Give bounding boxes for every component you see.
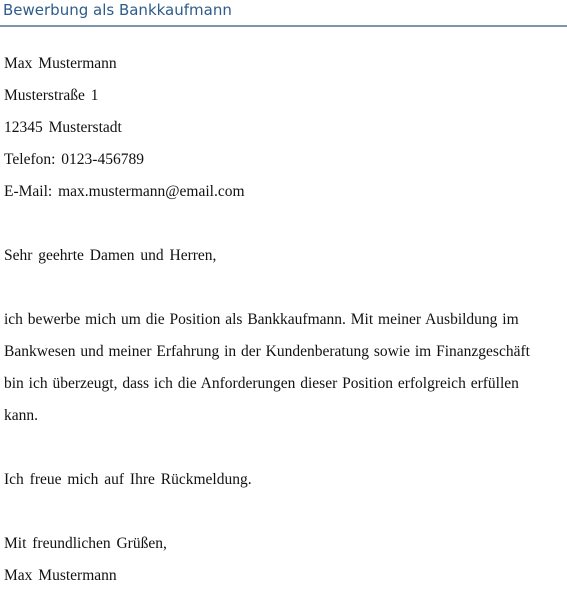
body-line: ich bewerbe mich um die Position als Bankkaufmann. Mit meiner Ausbildung im: [4, 311, 519, 328]
spacer: [4, 432, 564, 464]
sender-phone: Telefon: 0123-456789: [4, 151, 144, 168]
spacer: [4, 272, 564, 304]
body-line: kann.: [4, 407, 39, 424]
sender-street: Musterstraße 1: [4, 87, 99, 104]
sender-block: [4, 48, 564, 208]
document-header: [0, 0, 567, 27]
sender-city: 12345 Musterstadt: [4, 119, 122, 136]
letter-content: [4, 48, 564, 592]
closing-sentence: Ich freue mich auf Ihre Rückmeldung.: [4, 471, 252, 488]
salutation: Sehr geehrte Damen und Herren,: [4, 247, 217, 264]
sender-name: Max Mustermann: [4, 55, 117, 72]
spacer: [4, 496, 564, 528]
signature: Max Mustermann: [4, 567, 117, 584]
farewell: Mit freundlichen Grüßen,: [4, 535, 167, 552]
sender-email: E-Mail: max.mustermann@email.com: [4, 183, 245, 200]
document-title: Bewerbung als Bankkaufmann: [3, 1, 232, 19]
letter-body-paragraph: [4, 304, 564, 432]
body-line: bin ich überzeugt, dass ich die Anforderungen dieser Position erfolgreich erfüllen: [4, 375, 519, 392]
body-line: Bankwesen und meiner Erfahrung in der Kundenberatung sowie im Finanzgeschäft: [4, 343, 530, 360]
spacer: [4, 208, 564, 240]
